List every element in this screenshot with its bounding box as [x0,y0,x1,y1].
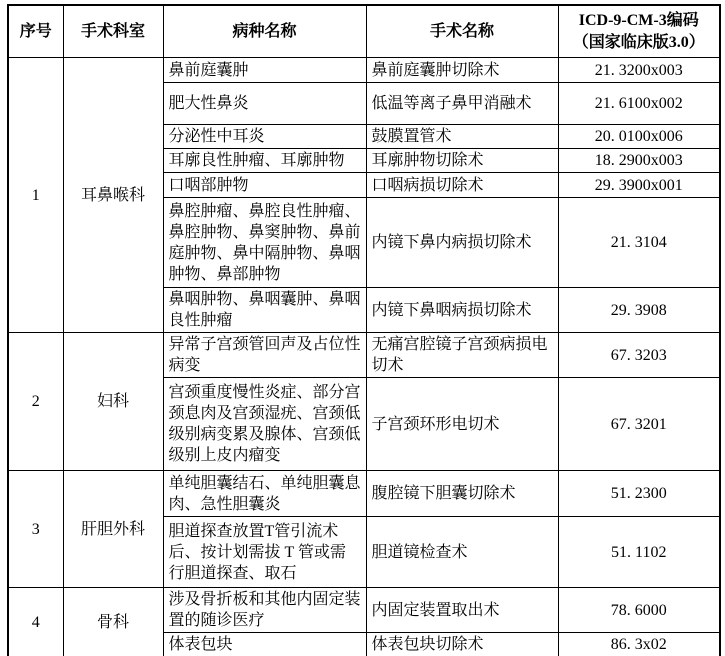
icd-code-cell: 67. 3203 [558,333,720,378]
disease-name-cell: 鼻咽肿物、鼻咽囊肿、鼻咽良性肿瘤 [163,288,366,333]
group-number-cell: 2 [8,333,63,471]
disease-name-cell: 鼻腔肿瘤、鼻腔良性肿瘤、鼻腔肿物、鼻窦肿物、鼻前庭肿物、鼻中隔肿物、鼻咽肿物、鼻部肿物 [163,198,366,288]
icd-code-cell: 51. 1102 [558,517,720,588]
icd-code-cell: 21. 3104 [558,198,720,288]
surgery-name-cell: 体表包块切除术 [366,633,558,656]
department-cell: 妇科 [63,333,163,471]
surgery-name-cell: 无痛宫腔镜子宫颈病损电切术 [366,333,558,378]
department-cell: 骨科 [63,588,163,656]
disease-name-cell: 宫颈重度慢性炎症、部分宫颈息肉及宫颈湿疣、宫颈低级别病变累及腺体、宫颈低级别上皮内瘤变 [163,378,366,471]
surgery-name-cell: 内镜下鼻咽病损切除术 [366,288,558,333]
table-body [8,58,720,656]
surgery-name-cell: 子宫颈环形电切术 [366,378,558,471]
column-header-disease: 病种名称 [163,5,366,58]
surgery-name-cell: 内镜下鼻内病损切除术 [366,198,558,288]
icd-code-cell: 86. 3x02 [558,633,720,656]
column-header-department: 手术科室 [63,5,163,58]
icd-code-cell: 51. 2300 [558,471,720,517]
disease-name-cell: 鼻前庭囊肿 [163,58,366,83]
disease-name-cell: 胆道探查放置T管引流术后、按计划需拔 T 管或需行胆道探查、取石 [163,517,366,588]
column-header-no: 序号 [8,5,63,58]
group-number-cell: 4 [8,588,63,656]
surgery-name-cell: 口咽病损切除术 [366,173,558,198]
disease-name-cell: 单纯胆囊结石、单纯胆囊息肉、急性胆囊炎 [163,471,366,517]
group-number-cell: 3 [8,471,63,588]
disease-name-cell: 涉及骨折板和其他内固定装置的随诊医疗 [163,588,366,633]
surgery-name-cell: 胆道镜检查术 [366,517,558,588]
icd-header-line2: （国家临床版3.0） [572,33,705,51]
table-row [8,58,720,83]
icd-code-cell: 21. 6100x002 [558,83,720,125]
disease-name-cell: 耳廓良性肿瘤、耳廓肿物 [163,149,366,173]
disease-name-cell: 肥大性鼻炎 [163,83,366,125]
disease-name-cell: 口咽部肿物 [163,173,366,198]
surgery-name-cell: 低温等离子鼻甲消融术 [366,83,558,125]
icd-code-cell: 29. 3900x001 [558,173,720,198]
surgery-name-cell: 腹腔镜下胆囊切除术 [366,471,558,517]
icd-code-cell: 67. 3201 [558,378,720,471]
icd-header-line1: ICD-9-CM-3编码 [578,11,699,29]
icd-code-cell: 21. 3200x003 [558,58,720,83]
column-header-icd-code [558,5,720,58]
header-row [8,5,720,58]
disease-name-cell: 体表包块 [163,633,366,656]
column-header-surgery: 手术名称 [366,5,558,58]
table-row [8,588,720,633]
surgery-name-cell: 鼓膜置管术 [366,125,558,149]
icd-code-cell: 29. 3908 [558,288,720,333]
icd-code-cell: 18. 2900x003 [558,149,720,173]
icd-code-cell: 78. 6000 [558,588,720,633]
icd-code-table [7,4,721,656]
disease-name-cell: 异常子宫颈管回声及占位性病变 [163,333,366,378]
table-row [8,471,720,517]
surgery-name-cell: 鼻前庭囊肿切除术 [366,58,558,83]
table-row [8,333,720,378]
surgery-name-cell: 耳廓肿物切除术 [366,149,558,173]
surgery-name-cell: 内固定装置取出术 [366,588,558,633]
department-cell: 耳鼻喉科 [63,58,163,333]
icd-code-cell: 20. 0100x006 [558,125,720,149]
department-cell: 肝胆外科 [63,471,163,588]
group-number-cell: 1 [8,58,63,333]
disease-name-cell: 分泌性中耳炎 [163,125,366,149]
